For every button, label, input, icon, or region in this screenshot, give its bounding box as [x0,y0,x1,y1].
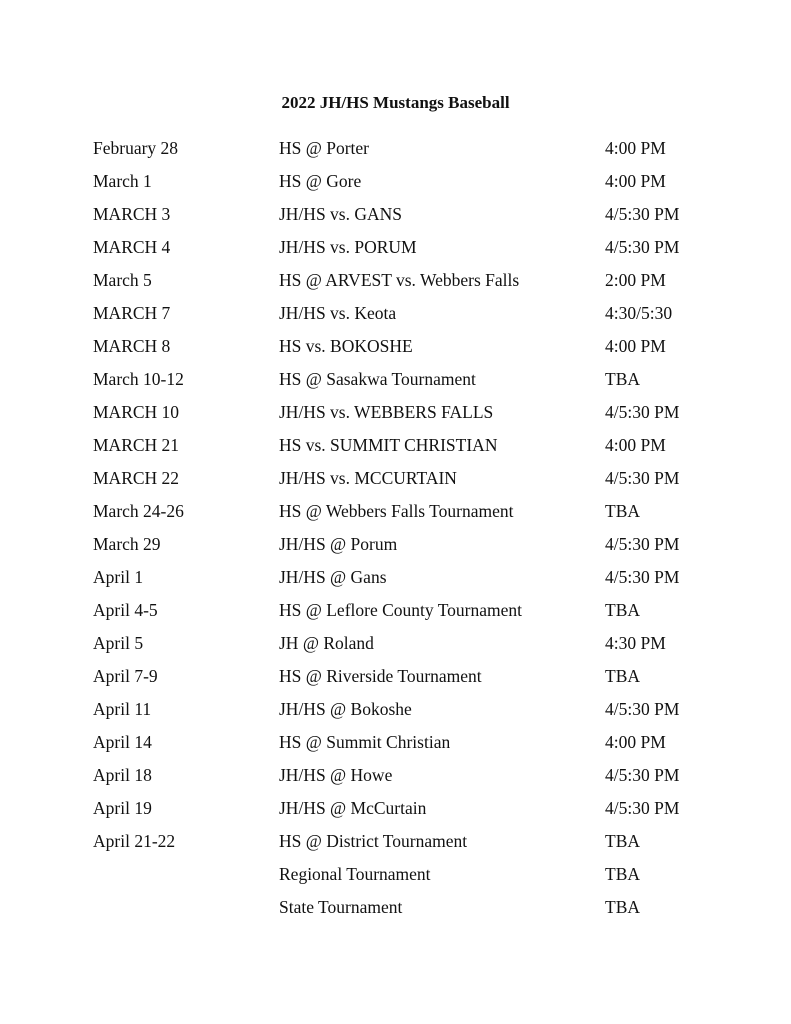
schedule-row [93,334,733,367]
schedule-event: HS @ Summit Christian [279,732,451,752]
schedule-time: 2:00 PM [605,270,666,290]
schedule-time: 4/5:30 PM [605,402,680,422]
schedule-event: JH/HS @ Howe [279,765,393,785]
schedule-event: HS @ Gore [279,171,362,191]
schedule-event: HS @ District Tournament [279,831,468,851]
schedule-time: 4:00 PM [605,138,666,158]
schedule-date: April 4-5 [93,600,158,620]
schedule-row [93,565,733,598]
schedule-time: 4:30 PM [605,633,666,653]
schedule-date: April 18 [93,765,152,785]
schedule-date: March 29 [93,534,161,554]
schedule-event: JH @ Roland [279,633,374,653]
schedule-time: TBA [605,831,640,851]
schedule-time: 4:00 PM [605,171,666,191]
schedule-time: TBA [605,864,640,884]
schedule-date: April 21-22 [93,831,176,851]
schedule-date: March 24-26 [93,501,184,521]
schedule-event: HS @ Porter [279,138,370,158]
schedule-event: JH/HS @ Bokoshe [279,699,412,719]
schedule-event: JH/HS @ Gans [279,567,387,587]
schedule-event: HS @ Leflore County Tournament [279,600,523,620]
schedule-date: MARCH 10 [93,402,180,422]
schedule-event: Regional Tournament [279,864,431,884]
schedule-date: MARCH 4 [93,237,171,257]
schedule-event: JH/HS vs. MCCURTAIN [279,468,457,488]
schedule-date: April 19 [93,798,152,818]
schedule-date: February 28 [93,138,179,158]
schedule-row [93,400,733,433]
schedule-time: 4:00 PM [605,435,666,455]
schedule-date: March 10-12 [93,369,184,389]
schedule-time: 4/5:30 PM [605,204,680,224]
schedule-row [93,697,733,730]
schedule-time: TBA [605,600,640,620]
schedule-row [93,631,733,664]
schedule-row [93,763,733,796]
schedule-time: TBA [605,369,640,389]
schedule-event: JH/HS @ McCurtain [279,798,427,818]
schedule-row [93,367,733,400]
schedule-event: HS @ Webbers Falls Tournament [279,501,514,521]
schedule-date: MARCH 8 [93,336,171,356]
schedule-row [93,730,733,763]
schedule-row [93,664,733,697]
schedule-date: April 5 [93,633,144,653]
schedule-row [93,169,733,202]
schedule-row [93,532,733,565]
schedule-row [93,499,733,532]
schedule-date: April 7-9 [93,666,158,686]
schedule-time: 4:00 PM [605,732,666,752]
schedule-event: HS @ Riverside Tournament [279,666,482,686]
schedule-event: HS @ Sasakwa Tournament [279,369,476,389]
schedule-row [93,202,733,235]
schedule-row [93,862,733,895]
schedule-date: March 5 [93,270,152,290]
schedule-date: April 11 [93,699,152,719]
schedule-event: State Tournament [279,897,403,917]
schedule-time: 4/5:30 PM [605,237,680,257]
schedule-row [93,466,733,499]
schedule-row [93,235,733,268]
schedule-time: 4/5:30 PM [605,534,680,554]
schedule-row [93,598,733,631]
schedule-date: MARCH 22 [93,468,180,488]
schedule-time: 4/5:30 PM [605,567,680,587]
schedule-event: JH/HS @ Porum [279,534,398,554]
schedule-row [93,796,733,829]
schedule-time: 4/5:30 PM [605,699,680,719]
schedule-event: JH/HS vs. WEBBERS FALLS [279,402,494,422]
schedule-event: JH/HS vs. GANS [279,204,403,224]
schedule-event: JH/HS vs. Keota [279,303,397,323]
schedule-time: TBA [605,897,640,917]
schedule-row [93,301,733,334]
schedule-time: TBA [605,501,640,521]
schedule-time: 4:30/5:30 [605,303,673,323]
schedule-row [93,433,733,466]
schedule-event: HS @ ARVEST vs. Webbers Falls [279,270,520,290]
schedule-date: MARCH 3 [93,204,171,224]
schedule-row [93,136,733,169]
schedule-event: JH/HS vs. PORUM [279,237,417,257]
schedule-date: March 1 [93,171,152,191]
schedule-date: MARCH 21 [93,435,180,455]
schedule-table [93,136,733,928]
schedule-event: HS vs. SUMMIT CHRISTIAN [279,435,498,455]
schedule-row [93,829,733,862]
schedule-date: April 14 [93,732,152,752]
schedule-time: TBA [605,666,640,686]
schedule-time: 4/5:30 PM [605,798,680,818]
schedule-event: HS vs. BOKOSHE [279,336,413,356]
schedule-row [93,895,733,928]
schedule-time: 4:00 PM [605,336,666,356]
schedule-row [93,268,733,301]
schedule-date: MARCH 7 [93,303,171,323]
schedule-time: 4/5:30 PM [605,468,680,488]
page-title: 2022 JH/HS Mustangs Baseball [281,93,510,112]
schedule-time: 4/5:30 PM [605,765,680,785]
schedule-date: April 1 [93,567,144,587]
